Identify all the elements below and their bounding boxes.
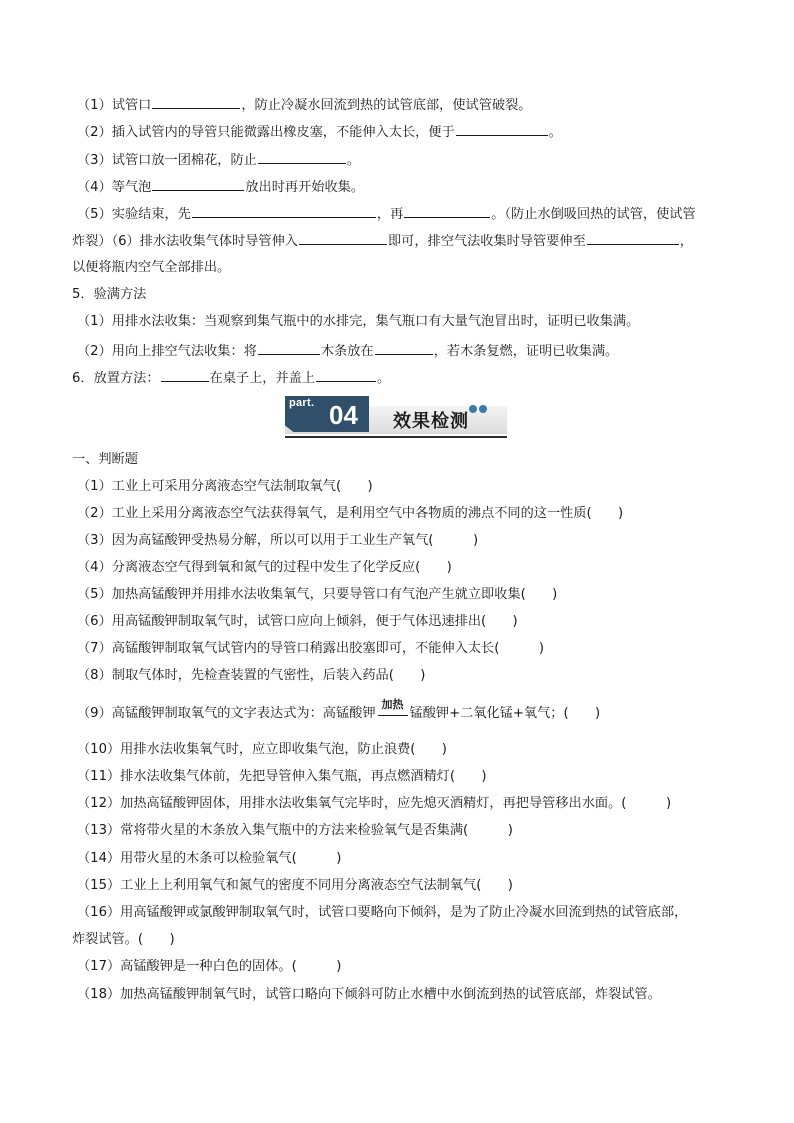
judge-item-text: （4）分离液态空气得到氧和氮气的过程中发生了化学反应( ) [77, 560, 452, 575]
answer-blank[interactable] [152, 177, 244, 191]
judge-item [77, 667, 737, 685]
section-heading: 一、判断题 [72, 452, 138, 467]
judge-item [77, 795, 737, 813]
item-5 [77, 204, 737, 224]
answer-blank[interactable] [456, 122, 548, 136]
answer-blank[interactable] [375, 341, 433, 355]
judge-item-text: （6）用高锰酸钾制取氧气时，试管口应向上倾斜，便于气体迅速排出( ) [77, 614, 518, 629]
judge-item [77, 958, 737, 976]
judge-item-text: （1）工业上可采用分离液态空气法制取氧气( ) [77, 479, 373, 494]
judge-item-text: （17）高锰酸钾是一种白色的固体。( ) [77, 959, 342, 974]
section-5-item-2 [77, 341, 737, 361]
judge-item [77, 478, 737, 496]
answer-blank[interactable] [161, 368, 209, 382]
item-5-text: （5）实验结束，先 [77, 207, 191, 222]
judge-item-text: （13）常将带火星的木条放入集气瓶中的方法来检验氧气是否集满( ) [77, 823, 513, 838]
banner-title: 效果检测 [393, 411, 469, 432]
item-3-text: （3）试管口放一团棉花，防止 [77, 153, 257, 168]
judge-item [77, 822, 737, 840]
judge-item [77, 986, 737, 1004]
item-6-text-tail: 以便将瓶内空气全部排出。 [72, 260, 231, 275]
answer-blank[interactable] [299, 231, 387, 245]
answer-blank[interactable] [587, 231, 679, 245]
answer-blank[interactable] [258, 150, 346, 164]
judge-item-continued [72, 931, 732, 949]
answer-blank[interactable] [192, 204, 376, 218]
judge-item-text: （5）加热高锰酸钾并用排水法收集氧气，只要导管口有气泡产生就立即收集( ) [77, 587, 558, 602]
judge-item-text: （11）排水法收集气体前，先把导管伸入集气瓶，再点燃酒精灯( ) [77, 769, 487, 784]
item-5-line3 [72, 259, 732, 277]
item-2-text: （2）插入试管内的导管只能微露出橡皮塞，不能伸入太长，便于 [77, 125, 455, 140]
judge-item [77, 505, 737, 523]
judge-item [77, 877, 737, 895]
item-5-text-end: 。（防止水倒吸回热的试管，使试管 [491, 207, 696, 222]
judge-item-text: （2）工业上采用分离液态空气法获得氧气，是利用空气中各物质的沸点不同的这一性质( ) [77, 506, 624, 521]
section-6-end: 。 [377, 371, 391, 386]
judge-heading [72, 451, 732, 469]
section-5-item-1-text: （1）用排水法收集：当观察到集气瓶中的水排完，集气瓶口有大量气泡冒出时，证明已收集满。 [77, 314, 640, 329]
droplets-icon [469, 398, 489, 417]
heating-arrow [376, 698, 410, 724]
item-5-continued [72, 231, 732, 251]
judge-item-text-end: 锰酸钾+二氧化锰+氧气；( ) [409, 706, 601, 721]
judge-item-text: （18）加热高锰酸钾制氧气时，试管口略向下倾斜可防止水槽中水倒流到热的试管底部，炸裂试管。 [77, 987, 661, 1002]
answer-blank[interactable] [404, 204, 490, 218]
item-4-text: （4）等气泡 [77, 180, 152, 195]
judge-item [77, 613, 737, 631]
item-1 [77, 95, 737, 115]
judge-item-text: （15）工业上上利用氧气和氮气的密度不同用分离液态空气法制氧气( ) [77, 878, 513, 893]
judge-item [77, 532, 737, 550]
item-1-text-end: ，防止冷凝水回流到热的试管底部，使试管破裂。 [241, 98, 532, 113]
judge-item-text: （3）因为高锰酸钾受热易分解，所以可以用于工业生产氧气( ) [77, 533, 479, 548]
answer-blank[interactable] [316, 368, 376, 382]
judge-item [77, 850, 737, 868]
section-5-item-2-mid: 木条放在 [320, 344, 374, 359]
section-heading: 5．验满方法 [72, 287, 147, 302]
item-6-text: 炸裂）（6）排水法收集气体时导管伸入 [72, 234, 298, 249]
judge-item [77, 640, 737, 658]
banner-part-number: 04 [329, 400, 358, 430]
item-4 [77, 177, 737, 197]
section-6-mid: 在桌子上，并盖上 [209, 371, 316, 386]
judge-item-text: （10）用排水法收集氧气时，应立即收集气泡，防止浪费( ) [77, 742, 447, 757]
judge-item [77, 586, 737, 604]
banner-part-label: part. [289, 397, 315, 409]
judge-item-text: （14）用带火星的木条可以检验氧气( ) [77, 851, 342, 866]
judge-item [77, 768, 737, 786]
section-5-item-2-end: ，若木条复燃，证明已收集满。 [433, 344, 619, 359]
judge-item-text: （12）加热高锰酸钾固体，用排水法收集氧气完毕时，应先熄灭酒精灯，再把导管移出水面。( ) [77, 796, 672, 811]
item-4-text-end: 放出时再开始收集。 [245, 180, 365, 195]
judge-item [77, 741, 737, 759]
judge-item-text: （9）高锰酸钾制取氧气的文字表达式为：高锰酸钾 [77, 706, 376, 721]
item-3-text-end: 。 [346, 153, 361, 168]
section-5-item-1 [77, 313, 737, 331]
section-5-heading [72, 286, 732, 304]
judge-item [77, 559, 737, 577]
heating-label: 加热 [381, 698, 404, 711]
item-6-text-mid: 即可，排空气法收集时导管要伸至 [387, 234, 586, 249]
item-6-text-end: ， [679, 234, 693, 249]
item-2-text-end: 。 [548, 125, 562, 140]
section-5-item-2-text: （2）用向上排空气法收集：将 [77, 344, 257, 359]
item-2 [77, 122, 737, 142]
judge-item-text: 炸裂试管。( ) [72, 932, 175, 947]
judge-item-text: （7）高锰酸钾制取氧气试管内的导管口稍露出胶塞即可，不能伸入太长( ) [77, 641, 545, 656]
answer-blank[interactable] [258, 341, 320, 355]
section-6-text: 6．放置方法： [72, 371, 160, 386]
judge-item [77, 904, 737, 922]
judge-item-9 [77, 698, 737, 724]
answer-blank[interactable] [152, 95, 240, 109]
judge-item-text: （8）制取气体时，先检查装置的气密性，后装入药品( ) [77, 668, 426, 683]
item-5-text-mid: ，再 [376, 207, 404, 222]
item-1-text: （1）试管口 [77, 98, 152, 113]
item-3 [77, 150, 737, 170]
judge-item-text: （16）用高锰酸钾或氯酸钾制取氧气时，试管口要略向下倾斜，是为了防止冷凝水回流到热的试管底部， [77, 905, 688, 920]
part-banner [285, 396, 507, 438]
section-6 [72, 368, 732, 388]
